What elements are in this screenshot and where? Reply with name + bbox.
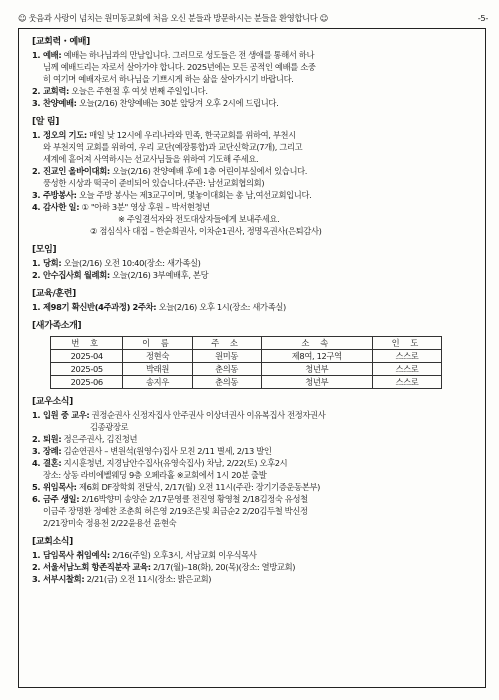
item-number: 3. xyxy=(32,446,41,456)
item-continuation: 히 여기며 예배자로서 하나님을 기쁘시게 하는 삶을 살아가시기 바랍니다. xyxy=(43,74,294,84)
item-text: 오늘(2/16) 오전 10:40(장소: 새가족실) xyxy=(63,258,201,268)
table-cell: 스스로 xyxy=(372,363,441,376)
item-label: 진교인 올바이대회: xyxy=(43,166,110,176)
item-text: 제6회 DF장학회 전달식, 2/17(월) 오전 11시(주관: 장기기증운동본부) xyxy=(78,482,321,492)
item-number: 1. xyxy=(32,550,41,560)
table-cell: 춘의동 xyxy=(192,363,261,376)
item-label: 감사한 일: xyxy=(43,202,80,212)
item-text: 정은주권사, 김진청년 xyxy=(63,434,138,444)
item-label: 입원 중 교우: xyxy=(43,410,90,420)
list-item xyxy=(32,445,476,457)
item-continuation: 님께 예배드리는 자로서 살아가야 합니다. 2025년에는 모든 공적인 예배를 소중 xyxy=(43,62,316,72)
item-number: 2. xyxy=(32,562,41,572)
item-number: 1. xyxy=(32,410,41,420)
item-text: 2/21(금) 오전 11시(장소: 밝은교회) xyxy=(86,574,212,584)
list-item xyxy=(32,573,476,585)
item-text: 오늘(2/16) 찬양예배는 30분 앞당겨 오후 2시에 드립니다. xyxy=(78,98,279,108)
list-item xyxy=(32,433,476,445)
item-text: ① "아하 3분" 영상 후원 – 박서현청년 xyxy=(81,202,210,212)
table-row xyxy=(51,363,442,376)
item-continuation: 김종광장로 xyxy=(90,422,129,432)
table-cell: 청년부 xyxy=(261,363,372,376)
table-row xyxy=(51,350,442,363)
table-cell: 원미동 xyxy=(192,350,261,363)
table-cell: 스스로 xyxy=(372,350,441,363)
list-item xyxy=(32,189,476,201)
table-cell: 정현숙 xyxy=(123,350,192,363)
list-item xyxy=(32,457,476,469)
item-number: 4. xyxy=(32,458,41,468)
item-number: 1. xyxy=(32,50,41,60)
section-education xyxy=(32,288,476,313)
item-text: 지시훈청년, 지경남안수집사(유영숙집사) 차남, 2/22(토) 오후2시 xyxy=(63,458,288,468)
section-title: [알 림] xyxy=(32,117,59,127)
item-label: 결혼: xyxy=(43,458,62,468)
column-header: 소 속 xyxy=(261,337,372,350)
table-cell: 송지우 xyxy=(123,376,192,389)
list-item xyxy=(32,561,476,573)
list-item xyxy=(32,493,476,505)
item-number: 4. xyxy=(32,202,41,212)
item-number: 2. xyxy=(32,434,41,444)
item-continuation: 세계에 흩어져 사역하시는 선교사님들을 위하여 기도해 주세요. xyxy=(43,154,259,164)
table-cell: 2025-05 xyxy=(51,363,123,376)
item-continuation: 장소: 상동 라비에벨웨딩 9층 오페라홀 ※교회에서 1시 20분 출발 xyxy=(43,470,267,480)
page-number: -5- xyxy=(477,13,488,23)
item-number: 3. xyxy=(32,574,41,584)
item-number: 2. xyxy=(32,86,41,96)
table-row xyxy=(51,376,442,389)
section-title: [교회소식] xyxy=(32,537,73,547)
bulletin-content xyxy=(32,36,476,592)
item-continuation: 이금주 장명환 정예찬 조춘희 허은영 2/19조은빛 최금순2 2/20김두철 박신정 xyxy=(43,506,308,516)
item-number: 5. xyxy=(32,482,41,492)
welcome-message: ☺ 웃음과 사랑이 넘치는 원미동교회에 처음 오신 분들과 방문하시는 분들을 환영합니다 ☺ xyxy=(18,13,329,23)
item-label: 위임목사: xyxy=(43,482,77,492)
item-number: 1. xyxy=(32,258,41,268)
table-cell: 스스로 xyxy=(372,376,441,389)
section-title: [교육/훈련] xyxy=(32,289,76,299)
section-title: [모임] xyxy=(32,245,57,255)
item-label: 장례: xyxy=(43,446,62,456)
item-label: 퇴원: xyxy=(43,434,62,444)
section-newfamily xyxy=(32,320,476,389)
table-cell: 제8여, 12구역 xyxy=(261,350,372,363)
list-item xyxy=(32,201,476,213)
section-title: [교우소식] xyxy=(32,397,73,407)
item-label: 서울서남노회 항존직분자 교육: xyxy=(43,562,151,572)
item-text: 오늘(2/16) 찬양예배 후에 1층 어린이부실에서 있습니다. xyxy=(112,166,308,176)
item-number: 3. xyxy=(32,190,41,200)
item-label: 안수집사회 월례회: xyxy=(43,270,110,280)
item-text: 김순연권사 – 변원석(원영수)집사 모친 2/11 별세, 2/13 발인 xyxy=(63,446,272,456)
item-text: 오늘(2/16) 오후 1시(장소: 새가족실) xyxy=(158,302,286,312)
list-item xyxy=(32,301,476,313)
section-title: [새가족소개] xyxy=(32,321,82,331)
section-church xyxy=(32,536,476,585)
item-text: 오늘은 주현절 후 여섯 번째 주일입니다. xyxy=(71,86,208,96)
page-header xyxy=(18,10,488,26)
list-item xyxy=(32,49,476,61)
list-item xyxy=(32,409,476,421)
list-item xyxy=(32,257,476,269)
table-cell: 청년부 xyxy=(261,376,372,389)
table-cell: 2025-06 xyxy=(51,376,123,389)
item-label: 찬양예배: xyxy=(43,98,77,108)
list-item xyxy=(32,549,476,561)
item-continuation: 풍성한 시상과 떡국이 준비되어 있습니다.(주관: 남선교회협의회) xyxy=(43,178,265,188)
list-item xyxy=(32,85,476,97)
table-cell: 2025-04 xyxy=(51,350,123,363)
list-item xyxy=(32,481,476,493)
item-number: 6. xyxy=(32,494,41,504)
list-item xyxy=(32,97,476,109)
item-number: 2. xyxy=(32,166,41,176)
item-text: 예배는 하나님과의 만남입니다. 그러므로 성도들은 전 생애를 통해서 하나 xyxy=(63,50,315,60)
item-label: 서부시찰회: xyxy=(43,574,85,584)
item-continuation: 와 부천지역 교회를 위하여, 우리 교단(예장통합)과 교단신학교(7개), 그리고 xyxy=(43,142,303,152)
section-title: [교회력・예배] xyxy=(32,37,90,47)
item-continuation: 2/21장미숙 정용천 2/22윤용선 윤현숙 xyxy=(43,518,177,528)
item-label: 금주 생일: xyxy=(43,494,80,504)
section-meeting xyxy=(32,244,476,281)
item-number: 1. xyxy=(32,302,41,312)
item-label: 교회력: xyxy=(43,86,69,96)
table-cell: 박래원 xyxy=(123,363,192,376)
item-text: 오늘 주방 봉사는 제3교구이며, 몇놓이대회는 총 남,여선교회입니다. xyxy=(78,190,312,200)
table-cell: 춘의동 xyxy=(192,376,261,389)
table-header-row xyxy=(51,337,442,350)
thanks-item: ② 점심식사 대접 – 한순희권사, 이차순1권사, 정명옥권사(은퇴감사) xyxy=(90,226,322,236)
list-item xyxy=(32,165,476,177)
list-item xyxy=(32,129,476,141)
item-label: 담임목사 취임예식: xyxy=(43,550,110,560)
section-notice xyxy=(32,116,476,237)
item-label: 정오의 기도: xyxy=(43,130,87,140)
thanks-note: ※ 주일결석자와 전도대상자들에게 보내주세요. xyxy=(118,214,280,224)
newfamily-table xyxy=(50,336,442,389)
column-header: 번 호 xyxy=(51,337,123,350)
section-worship xyxy=(32,36,476,109)
item-number: 1. xyxy=(32,130,41,140)
item-text: 2/17(월)–18(화), 20(목)(장소: 열방교회) xyxy=(153,562,296,572)
item-label: 제98기 확신반(4주과정) 2주차: xyxy=(43,302,157,312)
column-header: 인 도 xyxy=(372,337,441,350)
item-label: 예배: xyxy=(43,50,62,60)
item-label: 주방봉사: xyxy=(43,190,77,200)
section-members xyxy=(32,396,476,529)
item-text: 권정순권사 신정자집사 안주권사 이상녀권사 이유복집사 전정자권사 xyxy=(91,410,326,420)
item-text: 매일 낮 12시에 우리나라와 민족, 한국교회를 위하여, 부천시 xyxy=(89,130,296,140)
item-number: 2. xyxy=(32,270,41,280)
column-header: 주 소 xyxy=(192,337,261,350)
column-header: 이 름 xyxy=(123,337,192,350)
item-text: 2/16박향미 송양순 2/17문영클 전진영 황영철 2/18김정숙 유성철 xyxy=(81,494,308,504)
item-text: 오늘(2/16) 3부예배후, 본당 xyxy=(112,270,209,280)
item-label: 당회: xyxy=(43,258,62,268)
item-number: 3. xyxy=(32,98,41,108)
list-item xyxy=(32,269,476,281)
item-text: 2/16(주일) 오후3시, 서남교회 이우식목사 xyxy=(112,550,257,560)
